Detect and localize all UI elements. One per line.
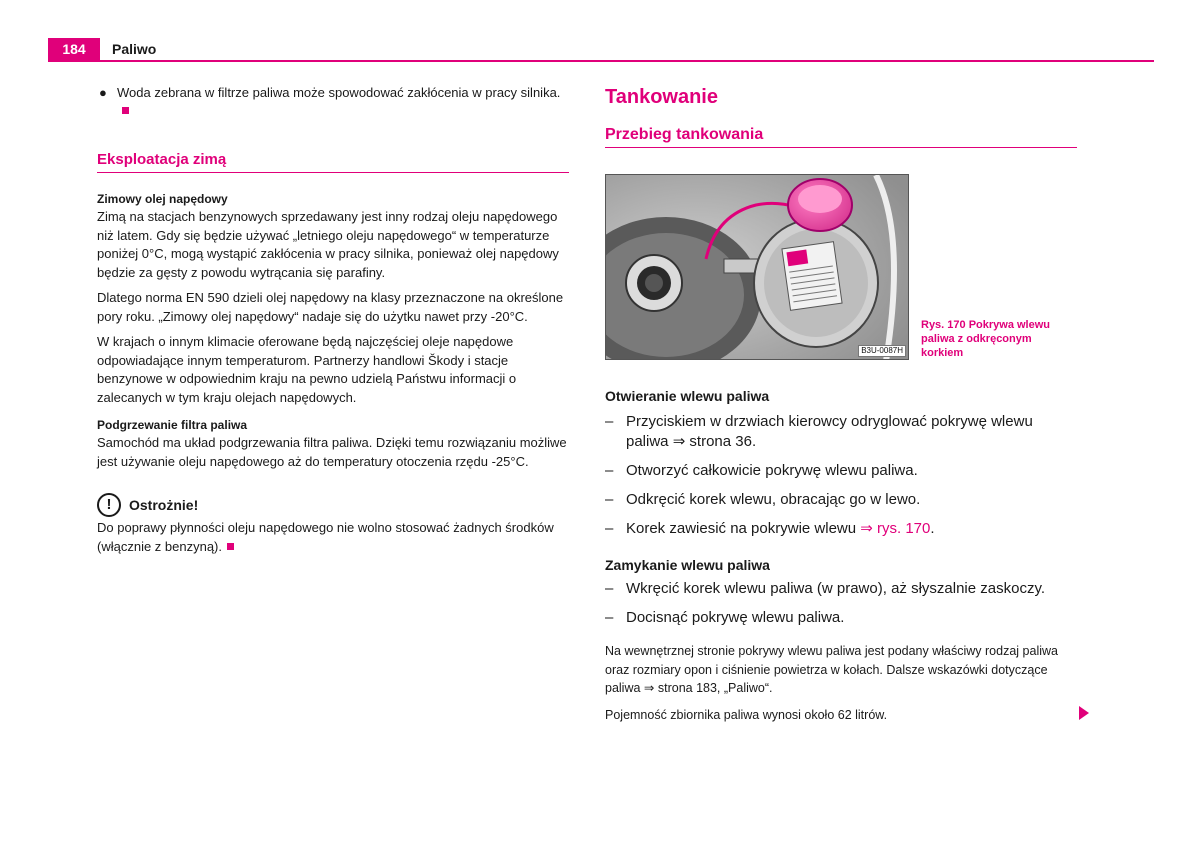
bullet-item bbox=[97, 84, 569, 120]
right-column bbox=[605, 84, 1077, 148]
dash-bullet: – bbox=[605, 413, 614, 430]
dash-bullet: – bbox=[605, 491, 614, 508]
header-rule bbox=[48, 60, 1154, 62]
dash-bullet: – bbox=[605, 520, 614, 537]
dash-bullet: – bbox=[605, 580, 614, 597]
opening-step: – Korek zawiesić na pokrywie wlewu ⇒ rys. 170. bbox=[605, 520, 935, 537]
fuel-filler-illustration bbox=[606, 175, 909, 360]
closing-step-text: Docisnąć pokrywę wlewu paliwa. bbox=[626, 609, 845, 626]
figure-reference-link[interactable]: ⇒ rys. 170 bbox=[860, 520, 931, 537]
main-heading: Tankowanie bbox=[605, 86, 718, 108]
diesel-paragraph-2: Dlatego norma EN 590 dzieli olej napędowy na klasy przeznaczone na określone pory roku. „Zimowy olej napędowy“ nadaje się do użytku nawet przy -20°C. bbox=[97, 290, 564, 324]
winter-heading: Eksploatacja zimą bbox=[97, 150, 569, 173]
exclamation-circle-icon: ! bbox=[97, 493, 121, 517]
opening-step-text: Otworzyć całkowicie pokrywę wlewu paliwa. bbox=[626, 462, 918, 479]
section-title: Paliwo bbox=[112, 41, 157, 57]
caution-text-block bbox=[97, 519, 569, 556]
end-square-icon bbox=[122, 107, 129, 114]
diesel-paragraph-1: Zimą na stacjach benzynowych sprzedawany jest inny rodzaj oleju napędowego niż latem. Gdy się będzie używać „letniego oleju napędowego“ w temperaturze poniżej 0°C, mogą wystąpić zakłócenia w pracy silnika, ponieważ olej napędowy będzie za gęsty z powodu wytrącania się parafiny. bbox=[97, 209, 559, 280]
diesel-paragraph-3: W krajach o innym klimacie oferowane będą najczęściej oleje napędowe odpowiadające innym temperaturom. Partnerzy handlowi Škody i stacje benzynowe w odpowiednim kraju na pewno udzielą Państwu informacji o zalecanych w tym kraju olejach napędowych. bbox=[97, 334, 517, 405]
caution-title: Ostrożnie! bbox=[129, 497, 199, 513]
opening-step-text: Odkręcić korek wlewu, obracając go w lewo. bbox=[626, 491, 921, 508]
diesel-subheading: Zimowy olej napędowy bbox=[97, 192, 228, 206]
opening-step-text: Korek zawiesić na pokrywie wlewu bbox=[626, 520, 857, 537]
closing-step bbox=[605, 608, 1077, 628]
opening-step bbox=[605, 490, 1077, 510]
left-column bbox=[97, 84, 569, 556]
opening-step bbox=[605, 412, 1077, 452]
filter-subheading: Podgrzewanie filtra paliwa bbox=[97, 418, 248, 432]
closing-step-text: Wkręcić korek wlewu paliwa (w prawo), aż słyszalnie zaskoczy. bbox=[626, 580, 1046, 597]
triangle-right-icon[interactable] bbox=[1079, 706, 1089, 720]
right-column-lower bbox=[605, 387, 1077, 724]
bullet-dot-icon: ● bbox=[99, 85, 107, 100]
opening-step bbox=[605, 461, 1077, 481]
note-paragraph-1: Na wewnętrznej stronie pokrywy wlewu paliwa jest podany właściwy rodzaj paliwa oraz rozmiary opon i ciśnienie powietrza w kołach. Dalsze wskazówki dotyczące paliwa ⇒ strona 183, „Paliwo“. bbox=[605, 644, 1058, 695]
note-paragraph-2: Pojemność zbiornika paliwa wynosi około 62 litrów. bbox=[605, 707, 888, 722]
caution-text: Do poprawy płynności oleju napędowego nie wolno stosować żadnych środków (włącznie z benzyną). bbox=[97, 520, 554, 554]
caution-header bbox=[97, 493, 569, 517]
page-header bbox=[48, 38, 1154, 62]
closing-step bbox=[605, 579, 1077, 599]
figure-caption: Rys. 170 Pokrywa wlewu paliwa z odkręconym korkiem bbox=[921, 319, 1051, 359]
closing-heading: Zamykanie wlewu paliwa bbox=[605, 557, 770, 573]
dash-bullet: – bbox=[605, 462, 614, 479]
filter-paragraph: Samochód ma układ podgrzewania filtra paliwa. Dzięki temu rozwiązaniu możliwe jest używanie oleju napędowego aż do temperatury otoczenia rzędu -25°C. bbox=[97, 435, 567, 469]
page-number: 184 bbox=[48, 38, 100, 60]
dash-bullet: – bbox=[605, 609, 614, 626]
figure-code: B3U-0087H bbox=[858, 345, 906, 357]
opening-heading: Otwieranie wlewu paliwa bbox=[605, 388, 770, 404]
fuel-cap-figure bbox=[605, 174, 909, 360]
sub-heading: Przebieg tankowania bbox=[605, 125, 1077, 148]
bullet-text: Woda zebrana w filtrze paliwa może spowodować zakłócenia w pracy silnika. bbox=[117, 85, 561, 100]
opening-step-text: Przyciskiem w drzwiach kierowcy odryglować pokrywę wlewu paliwa ⇒ strona 36. bbox=[626, 413, 1033, 450]
end-square-icon bbox=[227, 543, 234, 550]
